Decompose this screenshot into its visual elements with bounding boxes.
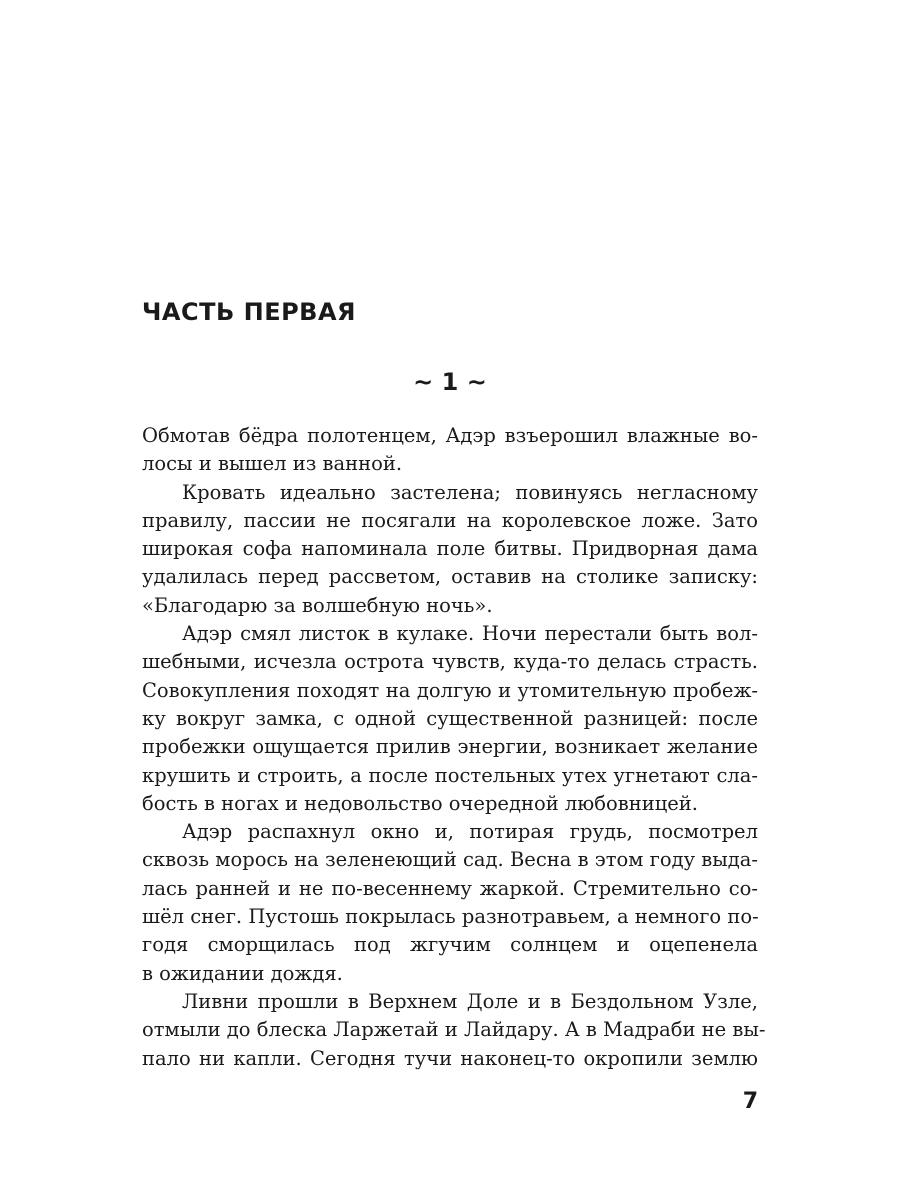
text-line: Кровать идеально застелена; повинуясь негласному xyxy=(182,480,758,504)
text-body xyxy=(142,422,766,1073)
text-line: шебными, исчезла острота чувств, куда-то делась страсть. xyxy=(142,650,758,674)
text-line: крушить и строить, а после постельных утех угнетают сла- xyxy=(142,763,758,787)
part-title: ЧАСТЬ ПЕРВАЯ xyxy=(142,298,357,326)
text-line: годя сморщилась под жгучим солнцем и оцепенела xyxy=(142,933,758,957)
text-line: удалилась перед рассветом, оставив на столике записку: xyxy=(142,565,758,589)
text-line: Обмотав бёдра полотенцем, Адэр взъерошил влажные во- xyxy=(142,424,758,447)
text-line: отмыли до блеска Ларжетай и Лайдару. А в Мадраби не вы- xyxy=(142,1018,766,1042)
paragraph xyxy=(142,620,758,818)
text-line: правилу, пассии не посягали на королевское ложе. Зато xyxy=(142,508,758,532)
chapter-marker: ~ 1 ~ xyxy=(413,368,487,396)
paragraph xyxy=(142,479,758,620)
text-line: ку вокруг замка, с одной существенной разницей: после xyxy=(142,706,758,730)
text-line: Адэр смял листок в кулаке. Ночи перестали быть вол- xyxy=(182,622,758,646)
text-line: Совокупления походят на долгую и утомительную пробеж- xyxy=(142,678,758,702)
paragraph xyxy=(142,818,758,988)
text-line: в ожидании дождя. xyxy=(142,961,343,985)
text-line: широкая софа напоминала поле битвы. Придворная дама xyxy=(142,537,758,561)
text-line: шёл снег. Пустошь покрылась разнотравьем, а немного по- xyxy=(142,905,759,929)
text-line: Адэр распахнул окно и, потирая грудь, посмотрел xyxy=(182,820,758,844)
text-line: сквозь морось на зеленеющий сад. Весна в этом году выда- xyxy=(142,848,758,872)
text-line: «Благодарю за волшебную ночь». xyxy=(142,593,493,617)
page-number: 7 xyxy=(742,1089,758,1114)
text-line: пало ни капли. Сегодня тучи наконец-то окропили землю xyxy=(142,1046,758,1070)
paragraph xyxy=(142,988,766,1073)
text-line: лась ранней и не по-весеннему жаркой. Стремительно со- xyxy=(142,876,758,900)
paragraph xyxy=(142,422,758,479)
text-line: бость в ногах и недовольство очередной любовницей. xyxy=(142,791,699,815)
text-line: Ливни прошли в Верхнем Доле и в Бездольном Узле, xyxy=(182,989,758,1013)
text-line: лосы и вышел из ванной. xyxy=(142,452,403,476)
text-line: пробежки ощущается прилив энергии, возникает желание xyxy=(142,735,758,759)
